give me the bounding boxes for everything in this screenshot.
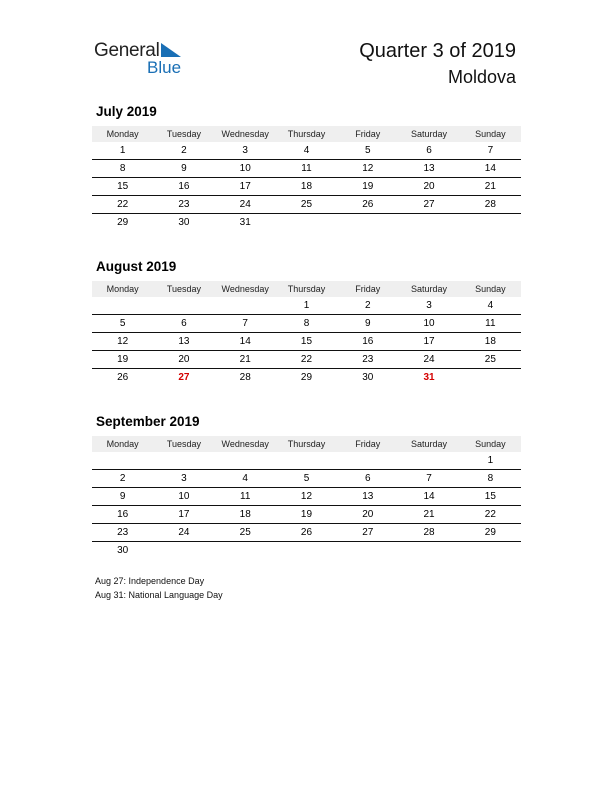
day-cell: 5 [276,470,337,488]
day-cell: 9 [153,160,214,178]
day-cell: 31 [423,372,435,383]
day-cell: 31 [239,217,251,228]
month-august [92,259,521,386]
weekday-header: Tuesday [153,126,214,142]
day-cell: 16 [337,333,398,351]
day-cell: 23 [153,196,214,214]
empty-cell [92,452,153,470]
empty-cell [215,452,276,470]
week-row [92,297,521,315]
day-cell: 29 [117,217,129,228]
day-cell: 18 [460,333,521,351]
day-cell: 17 [153,506,214,524]
day-cell: 5 [92,315,153,333]
logo-blue-text: Blue [147,58,182,77]
weekday-header: Friday [337,281,398,297]
country-name: Moldova [447,67,516,87]
day-cell: 9 [337,315,398,333]
empty-cell [460,214,521,232]
logo-general-text: General [94,40,160,61]
day-cell: 6 [153,315,214,333]
day-cell: 13 [337,488,398,506]
day-cell: 2 [153,142,214,160]
day-cell: 20 [153,351,214,369]
weekday-header: Sunday [460,281,521,297]
day-cell: 15 [276,333,337,351]
logo [94,40,194,80]
day-cell: 14 [215,333,276,351]
day-cell: 28 [460,196,521,214]
day-cell: 15 [460,488,521,506]
weekday-header: Thursday [276,436,337,452]
day-cell: 22 [460,506,521,524]
day-cell: 13 [153,333,214,351]
day-cell: 7 [215,315,276,333]
day-cell: 16 [92,506,153,524]
day-cell: 26 [337,196,398,214]
week-row [92,351,521,369]
weekday-header: Wednesday [215,436,276,452]
weekday-header: Wednesday [215,126,276,142]
day-cell: 3 [153,470,214,488]
day-cell: 8 [92,160,153,178]
day-cell: 25 [276,196,337,214]
day-cell: 29 [300,372,313,383]
week-row [92,160,521,178]
empty-cell [337,214,398,232]
day-cell: 1 [276,297,337,315]
day-cell: 10 [398,315,459,333]
week-row [92,470,521,488]
holiday-notes [95,574,223,602]
weekday-header: Thursday [276,281,337,297]
empty-cell [337,542,398,560]
empty-cell [215,542,276,560]
day-cell: 12 [92,333,153,351]
day-cell: 21 [460,178,521,196]
empty-cell [398,452,459,470]
day-cell: 24 [398,351,459,369]
day-cell: 12 [276,488,337,506]
day-cell: 16 [153,178,214,196]
weekday-header: Friday [337,126,398,142]
day-cell: 6 [337,470,398,488]
day-cell: 23 [337,351,398,369]
weekday-header: Saturday [398,281,459,297]
holiday-note: Aug 31: National Language Day [95,590,223,600]
day-cell: 20 [337,506,398,524]
empty-cell [276,452,337,470]
week-row [92,333,521,351]
day-cell: 30 [117,545,129,556]
month-title: July 2019 [96,104,157,119]
weekday-header: Wednesday [215,281,276,297]
day-cell: 3 [215,142,276,160]
day-cell: 30 [178,217,190,228]
day-cell: 3 [398,297,459,315]
day-cell: 25 [215,524,276,542]
day-cell: 14 [398,488,459,506]
day-cell: 8 [276,315,337,333]
day-cell: 26 [117,372,129,383]
calendar-table [92,126,521,231]
day-cell: 17 [215,178,276,196]
empty-cell [153,452,214,470]
calendar-table [92,281,521,386]
weekday-header: Saturday [398,436,459,452]
empty-cell [153,542,214,560]
day-cell: 21 [215,351,276,369]
day-cell: 30 [362,372,374,383]
weekday-header: Saturday [398,126,459,142]
day-cell: 26 [276,524,337,542]
calendar-table [92,436,521,559]
day-cell: 24 [153,524,214,542]
logo-flag-icon [159,43,181,59]
empty-cell [153,297,214,315]
week-row [92,542,521,560]
empty-cell [92,297,153,315]
day-cell: 4 [215,470,276,488]
day-cell: 18 [276,178,337,196]
weekday-header: Tuesday [153,436,214,452]
empty-cell [337,452,398,470]
day-cell: 10 [153,488,214,506]
day-cell: 22 [276,351,337,369]
day-cell: 9 [92,488,153,506]
month-july [92,104,521,231]
day-cell: 19 [276,506,337,524]
weekday-header: Thursday [276,126,337,142]
day-cell: 2 [92,470,153,488]
month-title: August 2019 [96,259,177,274]
week-row [92,524,521,542]
day-cell: 2 [337,297,398,315]
day-cell: 28 [398,524,459,542]
empty-cell [276,214,337,232]
day-cell: 8 [460,470,521,488]
weekday-header: Friday [337,436,398,452]
weekday-header: Monday [92,126,153,142]
holiday-note: Aug 27: Independence Day [95,576,205,586]
day-cell: 19 [92,351,153,369]
day-cell: 21 [398,506,459,524]
day-cell: 29 [460,524,521,542]
day-cell: 12 [337,160,398,178]
empty-cell [460,542,521,560]
empty-cell [215,297,276,315]
day-cell: 27 [337,524,398,542]
day-cell: 1 [92,142,153,160]
day-cell: 14 [460,160,521,178]
week-row [92,196,521,214]
empty-cell [460,369,521,387]
day-cell: 23 [92,524,153,542]
day-cell: 7 [460,142,521,160]
week-row [92,452,521,470]
day-cell: 6 [398,142,459,160]
day-cell: 22 [92,196,153,214]
page-title: Quarter 3 of 2019 [359,40,516,62]
weekday-header: Sunday [460,436,521,452]
day-cell: 17 [398,333,459,351]
day-cell: 27 [398,196,459,214]
day-cell: 13 [398,160,459,178]
day-cell: 18 [215,506,276,524]
day-cell: 25 [460,351,521,369]
empty-cell [276,542,337,560]
weekday-header: Sunday [460,126,521,142]
week-row [92,369,521,387]
week-row [92,142,521,160]
day-cell: 4 [276,142,337,160]
week-row [92,178,521,196]
day-cell: 24 [215,196,276,214]
month-september [92,414,521,559]
day-cell: 7 [398,470,459,488]
weekday-header: Monday [92,436,153,452]
weekday-header: Monday [92,281,153,297]
week-row [92,315,521,333]
day-cell: 19 [337,178,398,196]
weekday-header: Tuesday [153,281,214,297]
day-cell: 1 [460,452,521,470]
empty-cell [398,214,459,232]
day-cell: 11 [276,160,337,178]
month-title: September 2019 [96,414,200,429]
empty-cell [398,542,459,560]
day-cell: 27 [178,372,190,383]
day-cell: 11 [460,315,521,333]
day-cell: 10 [215,160,276,178]
day-cell: 5 [337,142,398,160]
day-cell: 28 [239,372,251,383]
week-row [92,488,521,506]
day-cell: 15 [92,178,153,196]
day-cell: 4 [460,297,521,315]
day-cell: 20 [398,178,459,196]
week-row [92,506,521,524]
day-cell: 11 [215,488,276,506]
week-row [92,214,521,232]
